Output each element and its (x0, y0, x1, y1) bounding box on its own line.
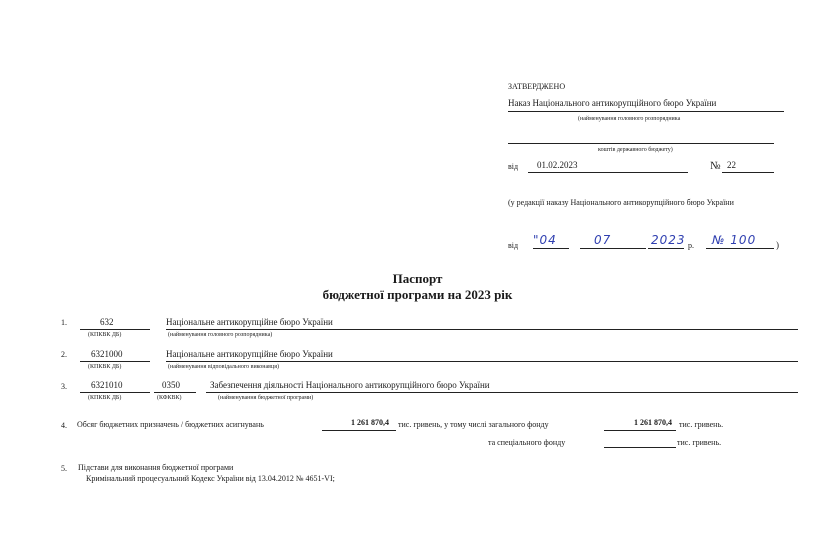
row3-number: 3. (61, 382, 67, 391)
hand-number-underline (706, 248, 774, 249)
row1-name: Національне антикорупційне бюро України (166, 317, 333, 327)
row3-code-underline (80, 392, 150, 393)
total-amount-underline (322, 430, 396, 431)
row1-number: 1. (61, 318, 67, 327)
row1-code: 632 (100, 317, 114, 327)
hand-day-underline (533, 248, 569, 249)
row1-code-underline (80, 329, 150, 330)
order-number: 22 (727, 160, 736, 170)
date-prefix: від (508, 162, 519, 171)
row4-label: Обсяг бюджетних призначень / бюджетних асигнувань (77, 420, 264, 429)
general-fund-unit: тис. гривень. (679, 420, 724, 429)
special-fund-underline (604, 447, 676, 448)
hand-day: "04 (533, 233, 557, 247)
number-prefix: № (710, 160, 721, 172)
special-fund-label: та спеціального фонду (488, 438, 566, 447)
row2-code-underline (80, 361, 150, 362)
row3-fkvk: 0350 (162, 380, 180, 390)
row2-code: 6321000 (91, 349, 123, 359)
special-fund-unit: тис. гривень. (677, 438, 722, 447)
row1-name-caption: (найменування головного розпорядника) (168, 332, 273, 338)
hand-month-underline (580, 248, 646, 249)
hand-close-paren: ) (776, 240, 779, 250)
order-date-underline (528, 172, 688, 173)
hand-year: 2023 (651, 233, 686, 247)
row2-name: Національне антикорупційне бюро України (166, 349, 333, 359)
row1-code-caption: (КПКВК ДБ) (88, 332, 122, 338)
budget-underline (508, 143, 774, 144)
general-fund-underline (604, 430, 676, 431)
hand-year-underline (648, 248, 684, 249)
row2-name-underline (166, 361, 798, 362)
hand-day-value: 04 (539, 233, 557, 247)
row3-code-caption: (КПКВК ДБ) (88, 395, 122, 401)
row1-name-underline (166, 329, 798, 330)
order-title: Наказ Національного антикорупційного бюро України (508, 98, 717, 108)
passport-subtitle: бюджетної програми на 2023 рік (322, 287, 513, 302)
row5-basis: Кримінальний процесуальний Кодекс України від 13.04.2012 № 4651-VI; (86, 474, 335, 483)
row3-name: Забезпечення діяльності Національного антикорупційного бюро України (210, 380, 490, 390)
row2-name-caption: (найменування відповідального виконавця) (168, 364, 279, 370)
row3-code: 6321010 (91, 380, 123, 390)
caption-manager: (найменування головного розпорядника (578, 116, 681, 122)
row5-label: Підстави для виконання бюджетної програми (78, 463, 234, 472)
row4-number: 4. (61, 421, 67, 430)
row2-number: 2. (61, 350, 67, 359)
hand-year-suffix: р. (688, 241, 694, 250)
row5-number: 5. (61, 464, 67, 473)
order-number-underline (722, 172, 774, 173)
general-fund-amount: 1 261 870,4 (634, 418, 672, 427)
caption-budget: коштів державного бюджету) (598, 147, 673, 153)
order-title-underline (508, 111, 784, 112)
order-date: 01.02.2023 (537, 160, 578, 170)
hand-date-prefix: від (508, 241, 519, 250)
hand-month: 07 (594, 233, 612, 247)
total-amount: 1 261 870,4 (351, 418, 389, 427)
row3-name-underline (206, 392, 798, 393)
hand-number: № 100 (712, 233, 757, 247)
edition-note: (у редакції наказу Національного антикорупційного бюро України (508, 198, 734, 207)
total-unit-text: тис. гривень, у тому числі загального фонду (398, 420, 549, 429)
row3-fkvk-underline (154, 392, 196, 393)
row3-fkvk-caption: (КФКВК) (157, 395, 182, 401)
row2-code-caption: (КПКВК ДБ) (88, 364, 122, 370)
approval-heading: ЗАТВЕРДЖЕНО (508, 82, 566, 91)
passport-title: Паспорт (392, 271, 443, 286)
row3-name-caption: (найменування бюджетної програми) (218, 395, 314, 401)
